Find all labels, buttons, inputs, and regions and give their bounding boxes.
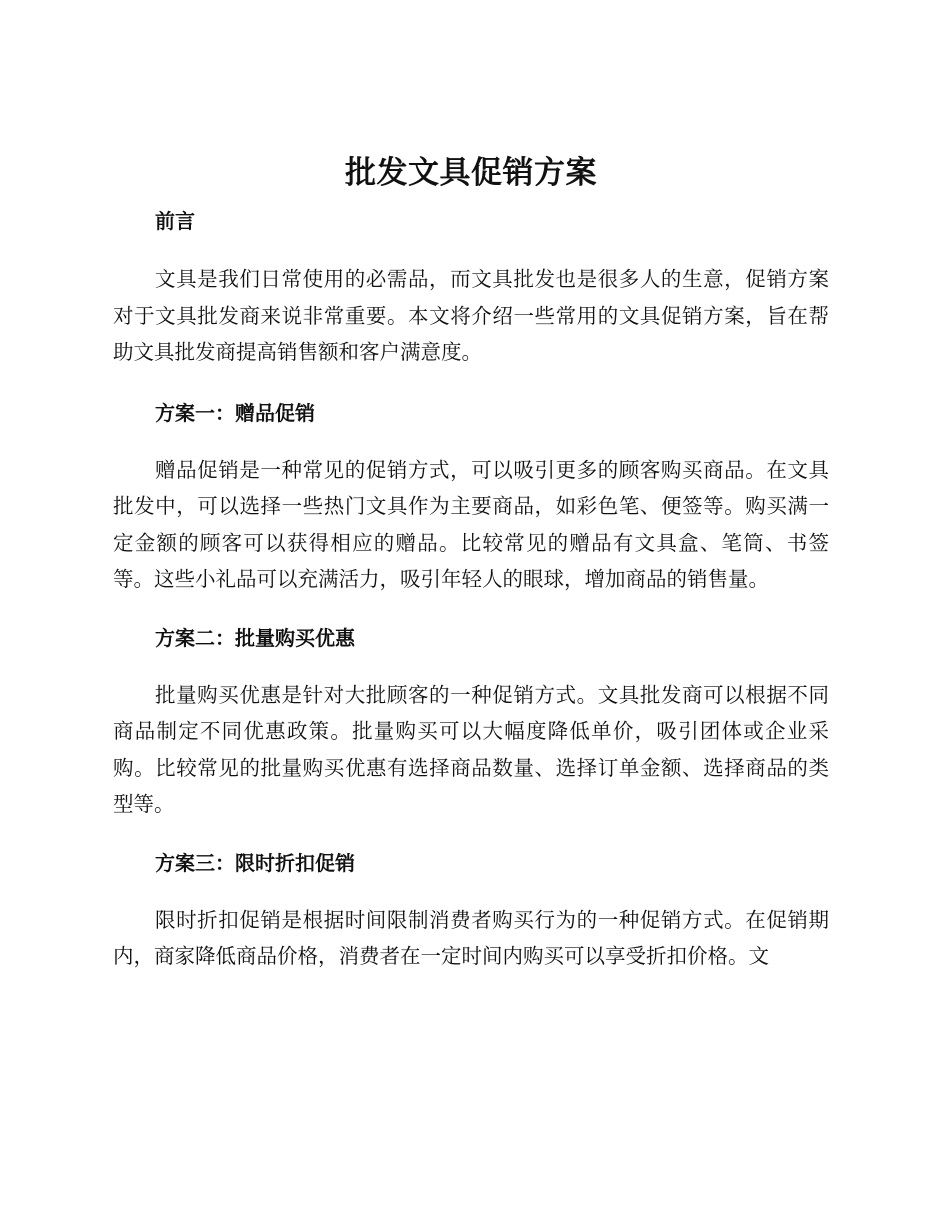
- section-body-plan-1: 赠品促销是一种常见的促销方式，可以吸引更多的顾客购买商品。在文具批发中，可以选择一些热门文具作为主要商品，如彩色笔、便签等。购买满一定金额的顾客可以获得相应的赠品。比较常见的赠品有文具盒、笔筒、书签等。这些小礼品可以充满活力，吸引年轻人的眼球，增加商品的销售量。: [113, 457, 829, 591]
- section-heading-plan-1: 方案一：赠品促销: [155, 400, 315, 425]
- section-body-plan-3: 限时折扣促销是根据时间限制消费者购买行为的一种促销方式。在促销期内，商家降低商品价格，消费者在一定时间内购买可以享受折扣价格。文: [113, 907, 829, 968]
- section-body-plan-2: 批量购买优惠是针对大批顾客的一种促销方式。文具批发商可以根据不同商品制定不同优惠政策。批量购买可以大幅度降低单价，吸引团体或企业采购。比较常见的批量购买优惠有选择商品数量、选择订单金额、选择商品的类型等。: [113, 682, 829, 816]
- section-heading-plan-3: 方案三：限时折扣促销: [155, 850, 355, 875]
- document-title: 批发文具促销方案: [345, 155, 597, 191]
- section-heading-preface: 前言: [155, 209, 195, 233]
- section-body-preface: 文具是我们日常使用的必需品，而文具批发也是很多人的生意，促销方案对于文具批发商来说非常重要。本文将介绍一些常用的文具促销方案，旨在帮助文具批发商提高销售额和客户满意度。: [113, 267, 829, 364]
- document-content: [113, 150, 829, 975]
- section-heading-plan-2: 方案二：批量购买优惠: [155, 625, 355, 650]
